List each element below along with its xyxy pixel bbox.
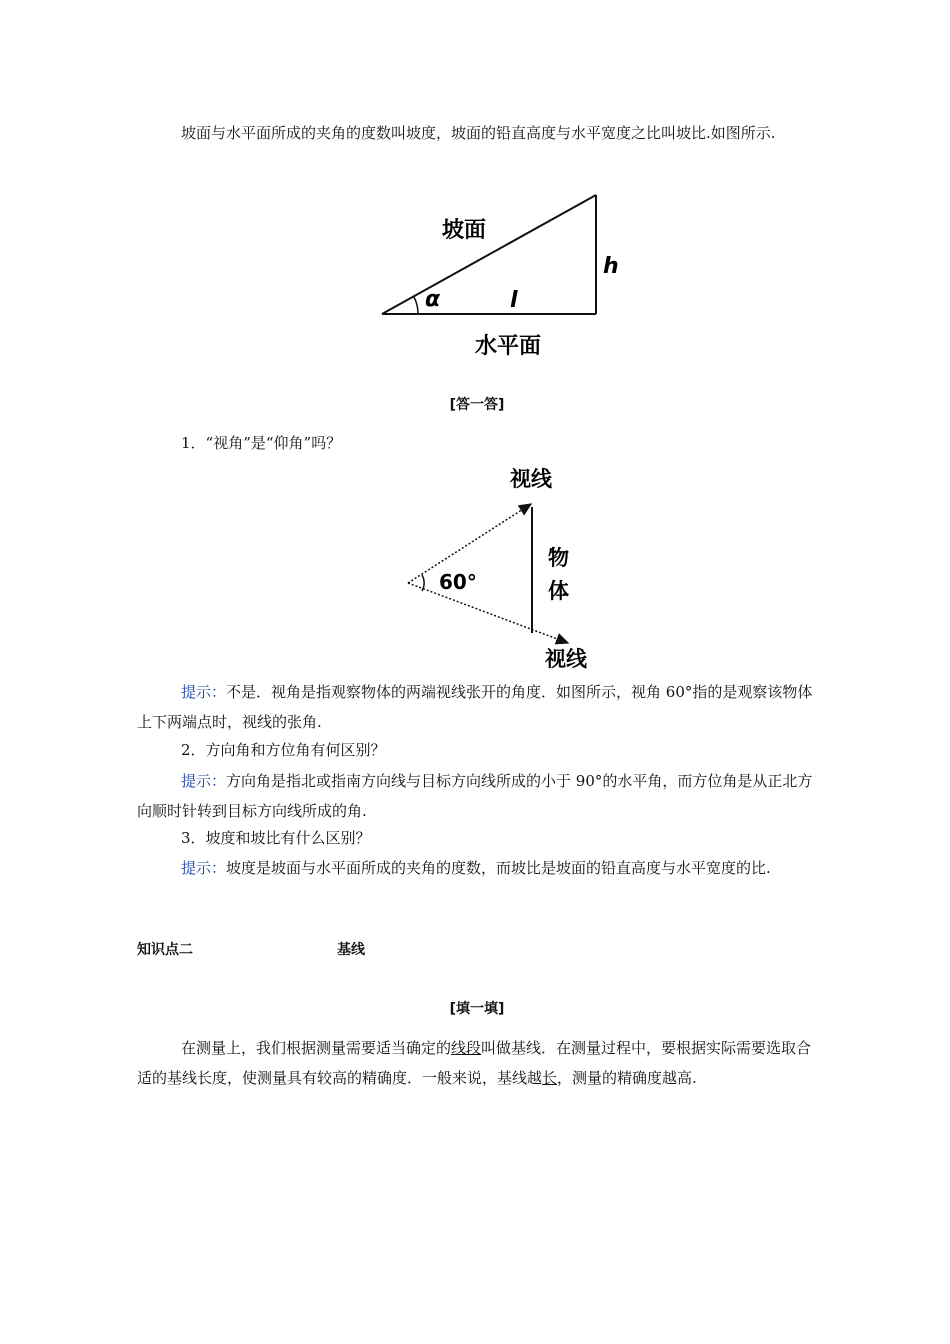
bottom-sight-label: 视线: [545, 647, 587, 671]
base-label: 水平面: [475, 334, 542, 359]
hint-prefix: 提示：: [181, 859, 227, 877]
fill-paragraph: [137, 1033, 817, 1093]
angle-label: α: [425, 287, 441, 312]
section-heading: [137, 937, 817, 963]
answer-2-text: 方向角是指北或指南方向线与目标方向线所成的小于 90°的水平角，而方位角是从正北方向顺时针转到目标方向线所成的角.: [137, 772, 813, 820]
slope-triangle-figure: [370, 185, 640, 365]
section-title: 基线: [337, 942, 365, 958]
visual-angle-figure: [395, 458, 615, 678]
fill-text-2: 叫做基线．在测量过程中，要根据实际需要选取合适的基线长度，使测量具有较高的精确度．一般来说，基线越: [137, 1039, 812, 1087]
question-3: 3．坡度和坡比有什么区别？: [181, 829, 371, 847]
top-sight-label: 视线: [510, 467, 552, 491]
angle-arc: [422, 575, 424, 591]
fill-blank-1: 线段: [451, 1039, 482, 1057]
section-number: 知识点二: [137, 942, 193, 958]
answer-1: [137, 677, 817, 737]
question-1: 1．“视角”是“仰角”吗？: [181, 434, 342, 452]
fill-text-3: ，测量的精确度越高.: [557, 1069, 697, 1087]
slope-line: [382, 195, 596, 314]
fill-heading: [填一填]: [449, 1001, 505, 1017]
fill-text-1: 在测量上，我们根据测量需要适当确定的: [181, 1039, 452, 1057]
bottom-sight-line: [408, 583, 568, 643]
fill-blank-2: 长: [542, 1069, 558, 1087]
hint-prefix: 提示：: [181, 683, 227, 701]
answer-3-text: 坡度是坡面与水平面所成的夹角的度数，而坡比是坡面的铅直高度与水平宽度的比.: [226, 859, 771, 877]
intro-paragraph: 坡面与水平面所成的夹角的度数叫坡度，坡面的铅直高度与水平宽度之比叫坡比.如图所示.: [181, 124, 776, 142]
answer-3: [137, 853, 817, 883]
qa-heading: [答一答]: [449, 397, 505, 413]
answer-2: [137, 766, 817, 826]
slope-label: 坡面: [442, 218, 487, 243]
object-label-2: 体: [548, 579, 569, 603]
width-label: l: [510, 288, 518, 313]
answer-1-text: 不是．视角是指观察物体的两端视线张开的角度．如图所示，视角 60°指的是观察该物体上下两端点时，视线的张角.: [137, 683, 813, 731]
object-label-1: 物: [548, 546, 569, 570]
hint-prefix: 提示：: [181, 772, 227, 790]
question-2: 2．方向角和方位角有何区别？: [181, 741, 386, 759]
height-label: h: [603, 254, 619, 279]
angle-label: 60°: [439, 570, 477, 594]
angle-arc: [414, 297, 418, 314]
